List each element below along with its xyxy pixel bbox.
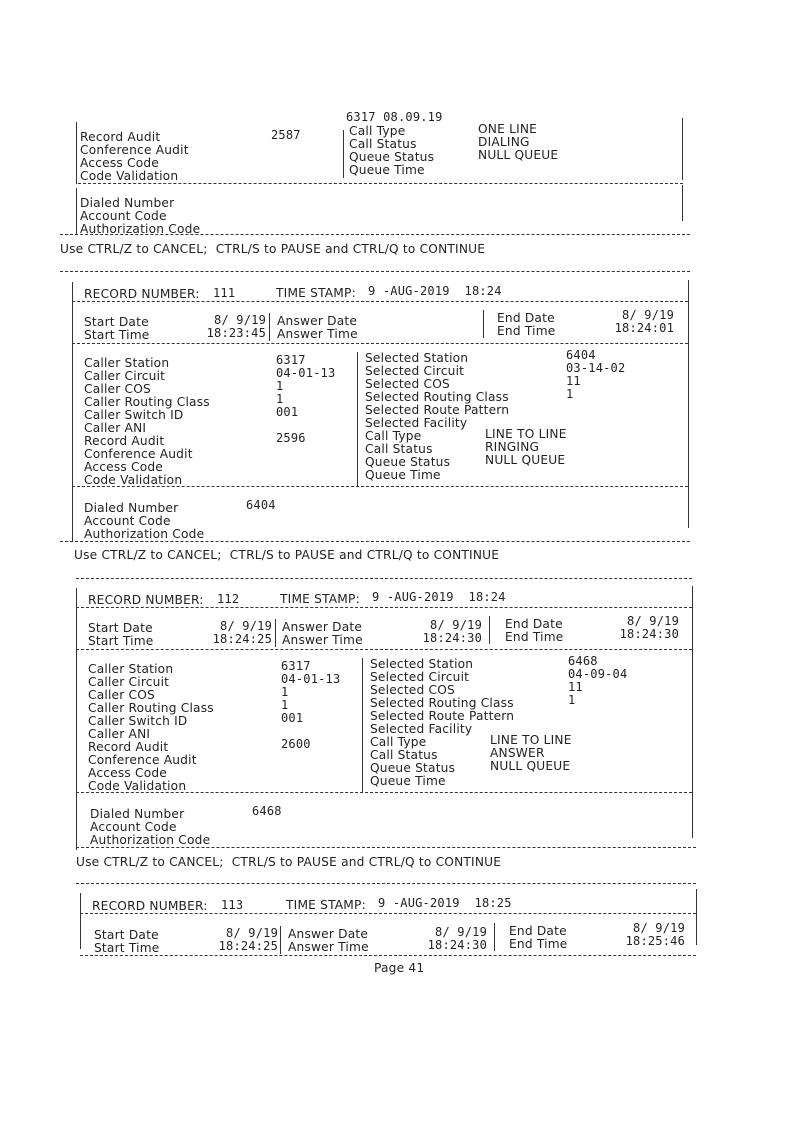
record-112-queue-status: NULL QUEUE	[490, 759, 571, 773]
record-113-answer-time: 18:24:30	[427, 938, 487, 952]
record-112-selected-cos-label: Selected COS	[370, 683, 455, 697]
record-111-code-validation-label: Code Validation	[84, 473, 183, 487]
record-111-access-code-label: Access Code	[84, 460, 163, 474]
record-112-caller-station: 6317	[281, 659, 311, 673]
partial-access-code-label: Access Code	[80, 156, 159, 170]
record-112-authorization-code-label: Authorization Code	[90, 833, 211, 847]
record-112-answer-time-label: Answer Time	[282, 633, 363, 647]
control-prompt: Use CTRL/Z to CANCEL; CTRL/S to PAUSE and CTRL/Q to CONTINUE	[60, 242, 486, 256]
partial-dialed-right-border	[682, 185, 683, 221]
record-113-date-divider-1	[280, 926, 281, 954]
record-112-queue-status-label: Queue Status	[370, 761, 456, 775]
record-113-start-date: 8/ 9/19	[226, 926, 278, 940]
partial-conference-audit-label: Conference Audit	[80, 143, 189, 157]
record-112-right-border	[692, 586, 693, 838]
record-111-queue-status-label: Queue Status	[365, 455, 451, 469]
partial-queue-time-label: Queue Time	[349, 163, 425, 177]
record-111-start-date: 8/ 9/19	[214, 313, 266, 327]
record-112-access-code-label: Access Code	[88, 766, 167, 780]
record-113-number: 113	[221, 898, 244, 912]
record-112-selected-station-label: Selected Station	[370, 657, 474, 671]
record-112-selected-circuit: 04-09-04	[568, 667, 628, 681]
record-112-record-audit: 2600	[281, 737, 311, 751]
record-111-selected-cos-label: Selected COS	[365, 377, 450, 391]
record-111-selected-routing-class-label: Selected Routing Class	[365, 390, 509, 404]
record-112-code-validation-label: Code Validation	[88, 779, 187, 793]
record-111-fields-line	[72, 486, 688, 487]
record-112-end-date-label: End Date	[505, 617, 563, 631]
record-112-timestamp-label: TIME STAMP:	[280, 592, 360, 606]
partial-call-type-value: ONE LINE	[478, 122, 538, 136]
record-111-date-divider-2	[483, 310, 484, 338]
partial-header-value: 6317 08.09.19	[346, 110, 443, 124]
partial-call-type-label: Call Type	[349, 124, 406, 138]
record-113-answer-date: 8/ 9/19	[435, 925, 487, 939]
record-112-left-border	[76, 588, 77, 850]
record-112-caller-switch-id-label: Caller Switch ID	[88, 714, 188, 728]
record-112-caller-routing-class-label: Caller Routing Class	[88, 701, 214, 715]
record-112-queue-time-label: Queue Time	[370, 774, 446, 788]
partial-record-audit-label: Record Audit	[80, 130, 161, 144]
record-112-end-time-label: End Time	[505, 630, 564, 644]
partial-divider	[343, 130, 344, 178]
record-111-queue-time-label: Queue Time	[365, 468, 441, 482]
record-112-selected-routing-class-label: Selected Routing Class	[370, 696, 514, 710]
record-111-dialed-number: 6404	[246, 498, 276, 512]
record-111-caller-station-label: Caller Station	[84, 356, 170, 370]
record-111-call-type-label: Call Type	[365, 429, 422, 443]
record-111-start-time: 18:23:45	[206, 326, 266, 340]
record-112-dialed-number: 6468	[252, 804, 282, 818]
record-111-start-time-label: Start Time	[84, 328, 150, 342]
control-prompt-111: Use CTRL/Z to CANCEL; CTRL/S to PAUSE and CTRL/Q to CONTINUE	[74, 548, 500, 562]
record-112-answer-time: 18:24:30	[422, 631, 482, 645]
record-113-number-label: RECORD NUMBER:	[92, 899, 208, 913]
record-111-caller-ani-label: Caller ANI	[84, 421, 147, 435]
record-113-end-time-label: End Time	[509, 937, 568, 951]
record-111-record-audit: 2596	[276, 431, 306, 445]
record-112-record-audit-label: Record Audit	[88, 740, 169, 754]
partial-bottom-line	[60, 234, 690, 235]
record-111-end-time: 18:24:01	[614, 321, 674, 335]
record-111-conference-audit-label: Conference Audit	[84, 447, 193, 461]
record-111-end-time-label: End Time	[497, 324, 556, 338]
record-111-caller-routing-class-label: Caller Routing Class	[84, 395, 210, 409]
record-112-dates-line	[76, 649, 692, 650]
record-111-caller-circuit: 04-01-13	[276, 366, 336, 380]
page-number: Page 41	[374, 961, 425, 975]
record-111-selected-facility-label: Selected Facility	[365, 416, 468, 430]
record-111-answer-time-label: Answer Time	[277, 327, 358, 341]
record-112-caller-routing-class: 1	[281, 698, 289, 712]
record-113-dates-line	[80, 955, 696, 956]
record-111-record-audit-label: Record Audit	[84, 434, 165, 448]
record-111-caller-routing-class: 1	[276, 392, 284, 406]
partial-record-audit-value: 2587	[271, 128, 301, 142]
record-111-caller-cos-label: Caller COS	[84, 382, 151, 396]
record-112-start-date-label: Start Date	[88, 621, 153, 635]
record-111-caller-cos: 1	[276, 379, 284, 393]
partial-left-border	[76, 122, 77, 184]
record-112-number: 112	[217, 592, 240, 606]
partial-right-border	[682, 118, 683, 180]
record-112-caller-circuit-label: Caller Circuit	[88, 675, 170, 689]
record-112-selected-cos: 11	[568, 680, 583, 694]
record-111-date-divider-1	[269, 313, 270, 341]
record-112-answer-date-label: Answer Date	[282, 620, 363, 634]
record-111-timestamp: 9 -AUG-2019 18:24	[368, 284, 502, 298]
record-112-bottom-line	[76, 847, 696, 848]
record-111-timestamp-label: TIME STAMP:	[276, 286, 356, 300]
record-111-caller-station: 6317	[276, 353, 306, 367]
partial-dialed-left-border	[76, 188, 77, 234]
record-112-start-date: 8/ 9/19	[220, 619, 272, 633]
partial-queue-status-value: NULL QUEUE	[478, 148, 559, 162]
record-112-caller-switch-id: 001	[281, 711, 304, 725]
partial-call-status-value: DIALING	[478, 135, 530, 149]
record-113-end-date: 8/ 9/19	[633, 921, 685, 935]
control-prompt-112: Use CTRL/Z to CANCEL; CTRL/S to PAUSE and CTRL/Q to CONTINUE	[76, 855, 502, 869]
record-111-caller-switch-id: 001	[276, 405, 299, 419]
record-111-end-date-label: End Date	[497, 311, 555, 325]
record-112-selected-route-pattern-label: Selected Route Pattern	[370, 709, 515, 723]
record-112-fields-line	[76, 792, 692, 793]
record-113-start-time-label: Start Time	[94, 941, 160, 955]
record-111-caller-switch-id-label: Caller Switch ID	[84, 408, 184, 422]
record-113-top-line	[76, 883, 696, 884]
partial-divider-line	[78, 183, 683, 184]
record-111-dialed-number-label: Dialed Number	[84, 501, 179, 515]
record-111-call-status-label: Call Status	[365, 442, 433, 456]
record-112-selected-station: 6468	[568, 654, 598, 668]
record-113-start-date-label: Start Date	[94, 928, 159, 942]
record-113-date-divider-2	[494, 923, 495, 951]
record-113-timestamp: 9 -AUG-2019 18:25	[378, 896, 512, 910]
record-111-authorization-code-label: Authorization Code	[84, 527, 205, 541]
partial-code-validation-label: Code Validation	[80, 169, 179, 183]
record-111-selected-route-pattern-label: Selected Route Pattern	[365, 403, 510, 417]
record-112-header-line	[76, 607, 692, 608]
record-111-number-label: RECORD NUMBER:	[84, 287, 200, 301]
record-113-end-time: 18:25:46	[625, 934, 685, 948]
record-111-selected-station: 6404	[566, 348, 596, 362]
record-111-right-border	[688, 280, 689, 528]
record-113-answer-date-label: Answer Date	[288, 927, 369, 941]
record-112-caller-circuit: 04-01-13	[281, 672, 341, 686]
record-111-answer-date-label: Answer Date	[277, 314, 358, 328]
record-112-selected-routing-class: 1	[568, 693, 576, 707]
record-112-conference-audit-label: Conference Audit	[88, 753, 197, 767]
record-111-end-date: 8/ 9/19	[622, 308, 674, 322]
record-111-queue-status: NULL QUEUE	[485, 453, 566, 467]
record-111-call-status: RINGING	[485, 440, 540, 454]
record-111-selected-circuit: 03-14-02	[566, 361, 626, 375]
record-113-right-border	[696, 889, 697, 945]
record-112-account-code-label: Account Code	[90, 820, 177, 834]
record-111-column-divider	[357, 352, 358, 486]
record-111-header-line	[72, 301, 688, 302]
record-112-call-type-label: Call Type	[370, 735, 427, 749]
record-112-caller-cos: 1	[281, 685, 289, 699]
record-112-selected-facility-label: Selected Facility	[370, 722, 473, 736]
partial-dialed-number-label: Dialed Number	[80, 196, 175, 210]
record-112-number-label: RECORD NUMBER:	[88, 593, 204, 607]
record-112-end-time: 18:24:30	[619, 627, 679, 641]
record-112-top-line	[76, 578, 692, 579]
record-111-call-type: LINE TO LINE	[485, 427, 567, 441]
record-112-date-divider-1	[275, 619, 276, 647]
record-112-column-divider	[362, 658, 363, 792]
record-112-end-date: 8/ 9/19	[627, 614, 679, 628]
record-112-caller-ani-label: Caller ANI	[88, 727, 151, 741]
record-112-start-time-label: Start Time	[88, 634, 154, 648]
record-111-start-date-label: Start Date	[84, 315, 149, 329]
partial-call-status-label: Call Status	[349, 137, 417, 151]
record-112-date-divider-2	[489, 616, 490, 644]
record-111-dates-line	[72, 343, 688, 344]
partial-queue-status-label: Queue Status	[349, 150, 435, 164]
record-111-left-border	[72, 282, 73, 542]
record-112-selected-circuit-label: Selected Circuit	[370, 670, 470, 684]
record-112-dialed-number-label: Dialed Number	[90, 807, 185, 821]
record-113-end-date-label: End Date	[509, 924, 567, 938]
record-112-caller-station-label: Caller Station	[88, 662, 174, 676]
record-111-selected-cos: 11	[566, 374, 581, 388]
record-111-account-code-label: Account Code	[84, 514, 171, 528]
record-112-timestamp: 9 -AUG-2019 18:24	[372, 590, 506, 604]
record-111-selected-station-label: Selected Station	[365, 351, 469, 365]
record-111-top-line	[60, 271, 690, 272]
record-112-call-status-label: Call Status	[370, 748, 438, 762]
record-112-caller-cos-label: Caller COS	[88, 688, 155, 702]
record-112-call-type: LINE TO LINE	[490, 733, 572, 747]
record-112-call-status: ANSWER	[490, 746, 545, 760]
record-113-timestamp-label: TIME STAMP:	[286, 898, 366, 912]
partial-authorization-code-label: Authorization Code	[80, 222, 201, 236]
record-112-start-time: 18:24:25	[212, 632, 272, 646]
record-111-number: 111	[213, 286, 236, 300]
record-111-selected-routing-class: 1	[566, 387, 574, 401]
record-113-left-border	[80, 893, 81, 949]
record-111-selected-circuit-label: Selected Circuit	[365, 364, 465, 378]
partial-account-code-label: Account Code	[80, 209, 167, 223]
record-113-answer-time-label: Answer Time	[288, 940, 369, 954]
record-112-answer-date: 8/ 9/19	[430, 618, 482, 632]
record-111-caller-circuit-label: Caller Circuit	[84, 369, 166, 383]
record-113-start-time: 18:24:25	[218, 939, 278, 953]
record-113-header-line	[80, 913, 696, 914]
record-111-bottom-line	[60, 541, 690, 542]
